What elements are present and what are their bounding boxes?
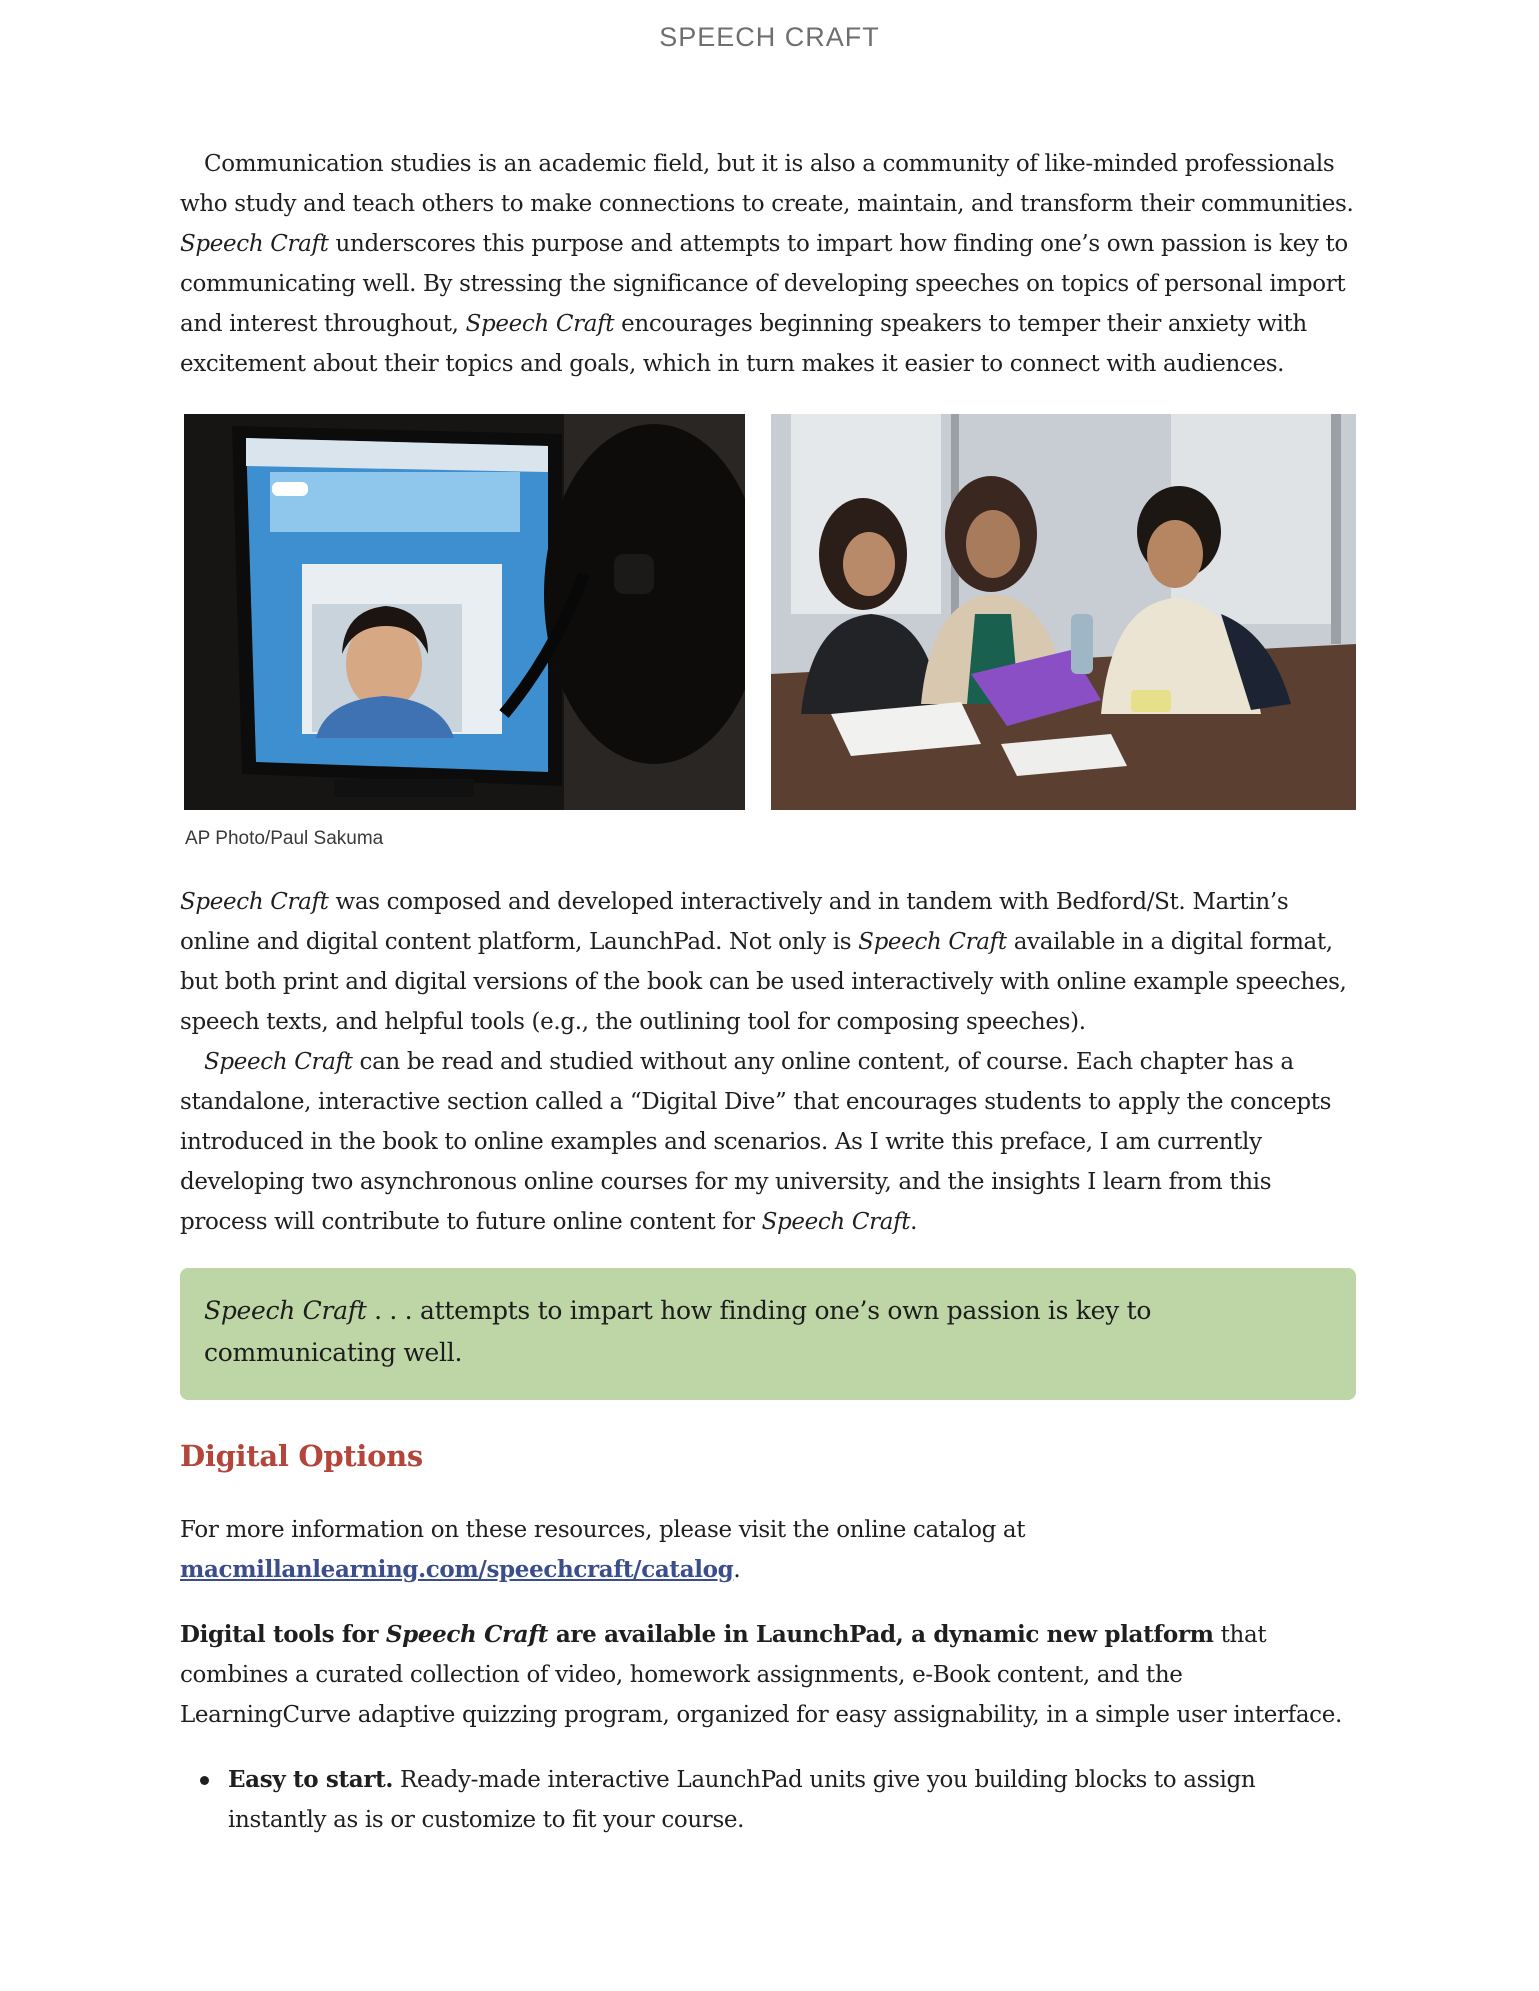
text-run: available in a digital format, but both print and digital versions of the book can be used interactively with online example speeches, speech texts, and helpful tools (e.g., the outlining tool for composing speeches). — [180, 929, 1347, 1035]
text-run: Digital tools for — [180, 1621, 386, 1648]
photo-credit: AP Photo/Paul Sakuma — [185, 828, 384, 849]
text-run: . — [910, 1209, 918, 1235]
text-run: underscores this purpose and attempts to impart how finding one’s own passion is key to communicating well. By stressing the significance of developing speeches on topics of personal import and interest throughout, — [180, 231, 1348, 337]
catalog-link[interactable]: macmillanlearning.com/speechcraft/catalog — [180, 1556, 734, 1583]
book-title: Speech Craft — [761, 1209, 911, 1235]
pull-quote — [180, 1268, 1356, 1400]
students-photo — [771, 414, 1356, 810]
digital-dive-paragraph — [180, 1042, 1356, 1242]
page-content — [180, 144, 1356, 1840]
text-run: encourages beginning speakers to temper their anxiety with excitement about their topics and goals, which in turn makes it easier to connect with audiences. — [180, 311, 1307, 377]
catalog-paragraph — [180, 1510, 1356, 1590]
text-run: For more information on these resources, please visit the online catalog at — [180, 1517, 1026, 1543]
text-run: . . . attempts to impart how finding one’s own passion is key to communicating well. — [204, 1296, 1152, 1367]
text-run: are available in LaunchPad, a dynamic new platform — [548, 1621, 1214, 1648]
list-item — [180, 1760, 1356, 1840]
intro-paragraph — [180, 144, 1356, 384]
text-run: can be read and studied without any online content, of course. Each chapter has a standalone, interactive section called a “Digital Dive” that encourages students to apply the concepts introduced in the book to online examples and scenarios. As I write this preface, I am currently developing two asynchronous online courses for my university, and the insights I learn from this process will contribute to future online content for — [180, 1049, 1332, 1235]
text-run: . — [733, 1557, 741, 1583]
book-title: Speech Craft — [180, 889, 329, 915]
section-heading: Digital Options — [180, 1439, 423, 1473]
bold-lead — [180, 1621, 1214, 1648]
feature-list — [180, 1760, 1356, 1840]
video-chat-photo — [184, 414, 745, 810]
book-title: Speech Craft — [385, 1621, 549, 1648]
bullet-icon — [200, 1776, 209, 1785]
book-title: Speech Craft — [465, 311, 615, 337]
text-run: Communication studies is an academic field, but it is also a community of like-minded professionals who study and teach others to make connections to create, maintain, and transform their communities. — [180, 151, 1354, 217]
book-title: Speech Craft — [204, 1296, 367, 1325]
text-run: was composed and developed interactively and in tandem with Bedford/St. Martin’s online and digital content platform, LaunchPad. Not only is — [180, 889, 1289, 955]
photo-row — [180, 414, 1356, 814]
item-lead: Easy to start. — [228, 1766, 394, 1793]
text-run: that combines a curated collection of video, homework assignments, e-Book content, and the LearningCurve adaptive quizzing program, organized for easy assignability, in a simple user interface. — [180, 1622, 1342, 1728]
tools-paragraph — [180, 1615, 1356, 1735]
book-title: Speech Craft — [858, 929, 1007, 955]
book-title: Speech Craft — [204, 1049, 353, 1075]
launchpad-paragraph — [180, 882, 1356, 1042]
running-head: SPEECH CRAFT — [659, 22, 880, 52]
item-text: Ready-made interactive LaunchPad units give you building blocks to assign instantly as is or customize to fit your course. — [228, 1767, 1256, 1833]
book-title: Speech Craft — [180, 231, 329, 257]
